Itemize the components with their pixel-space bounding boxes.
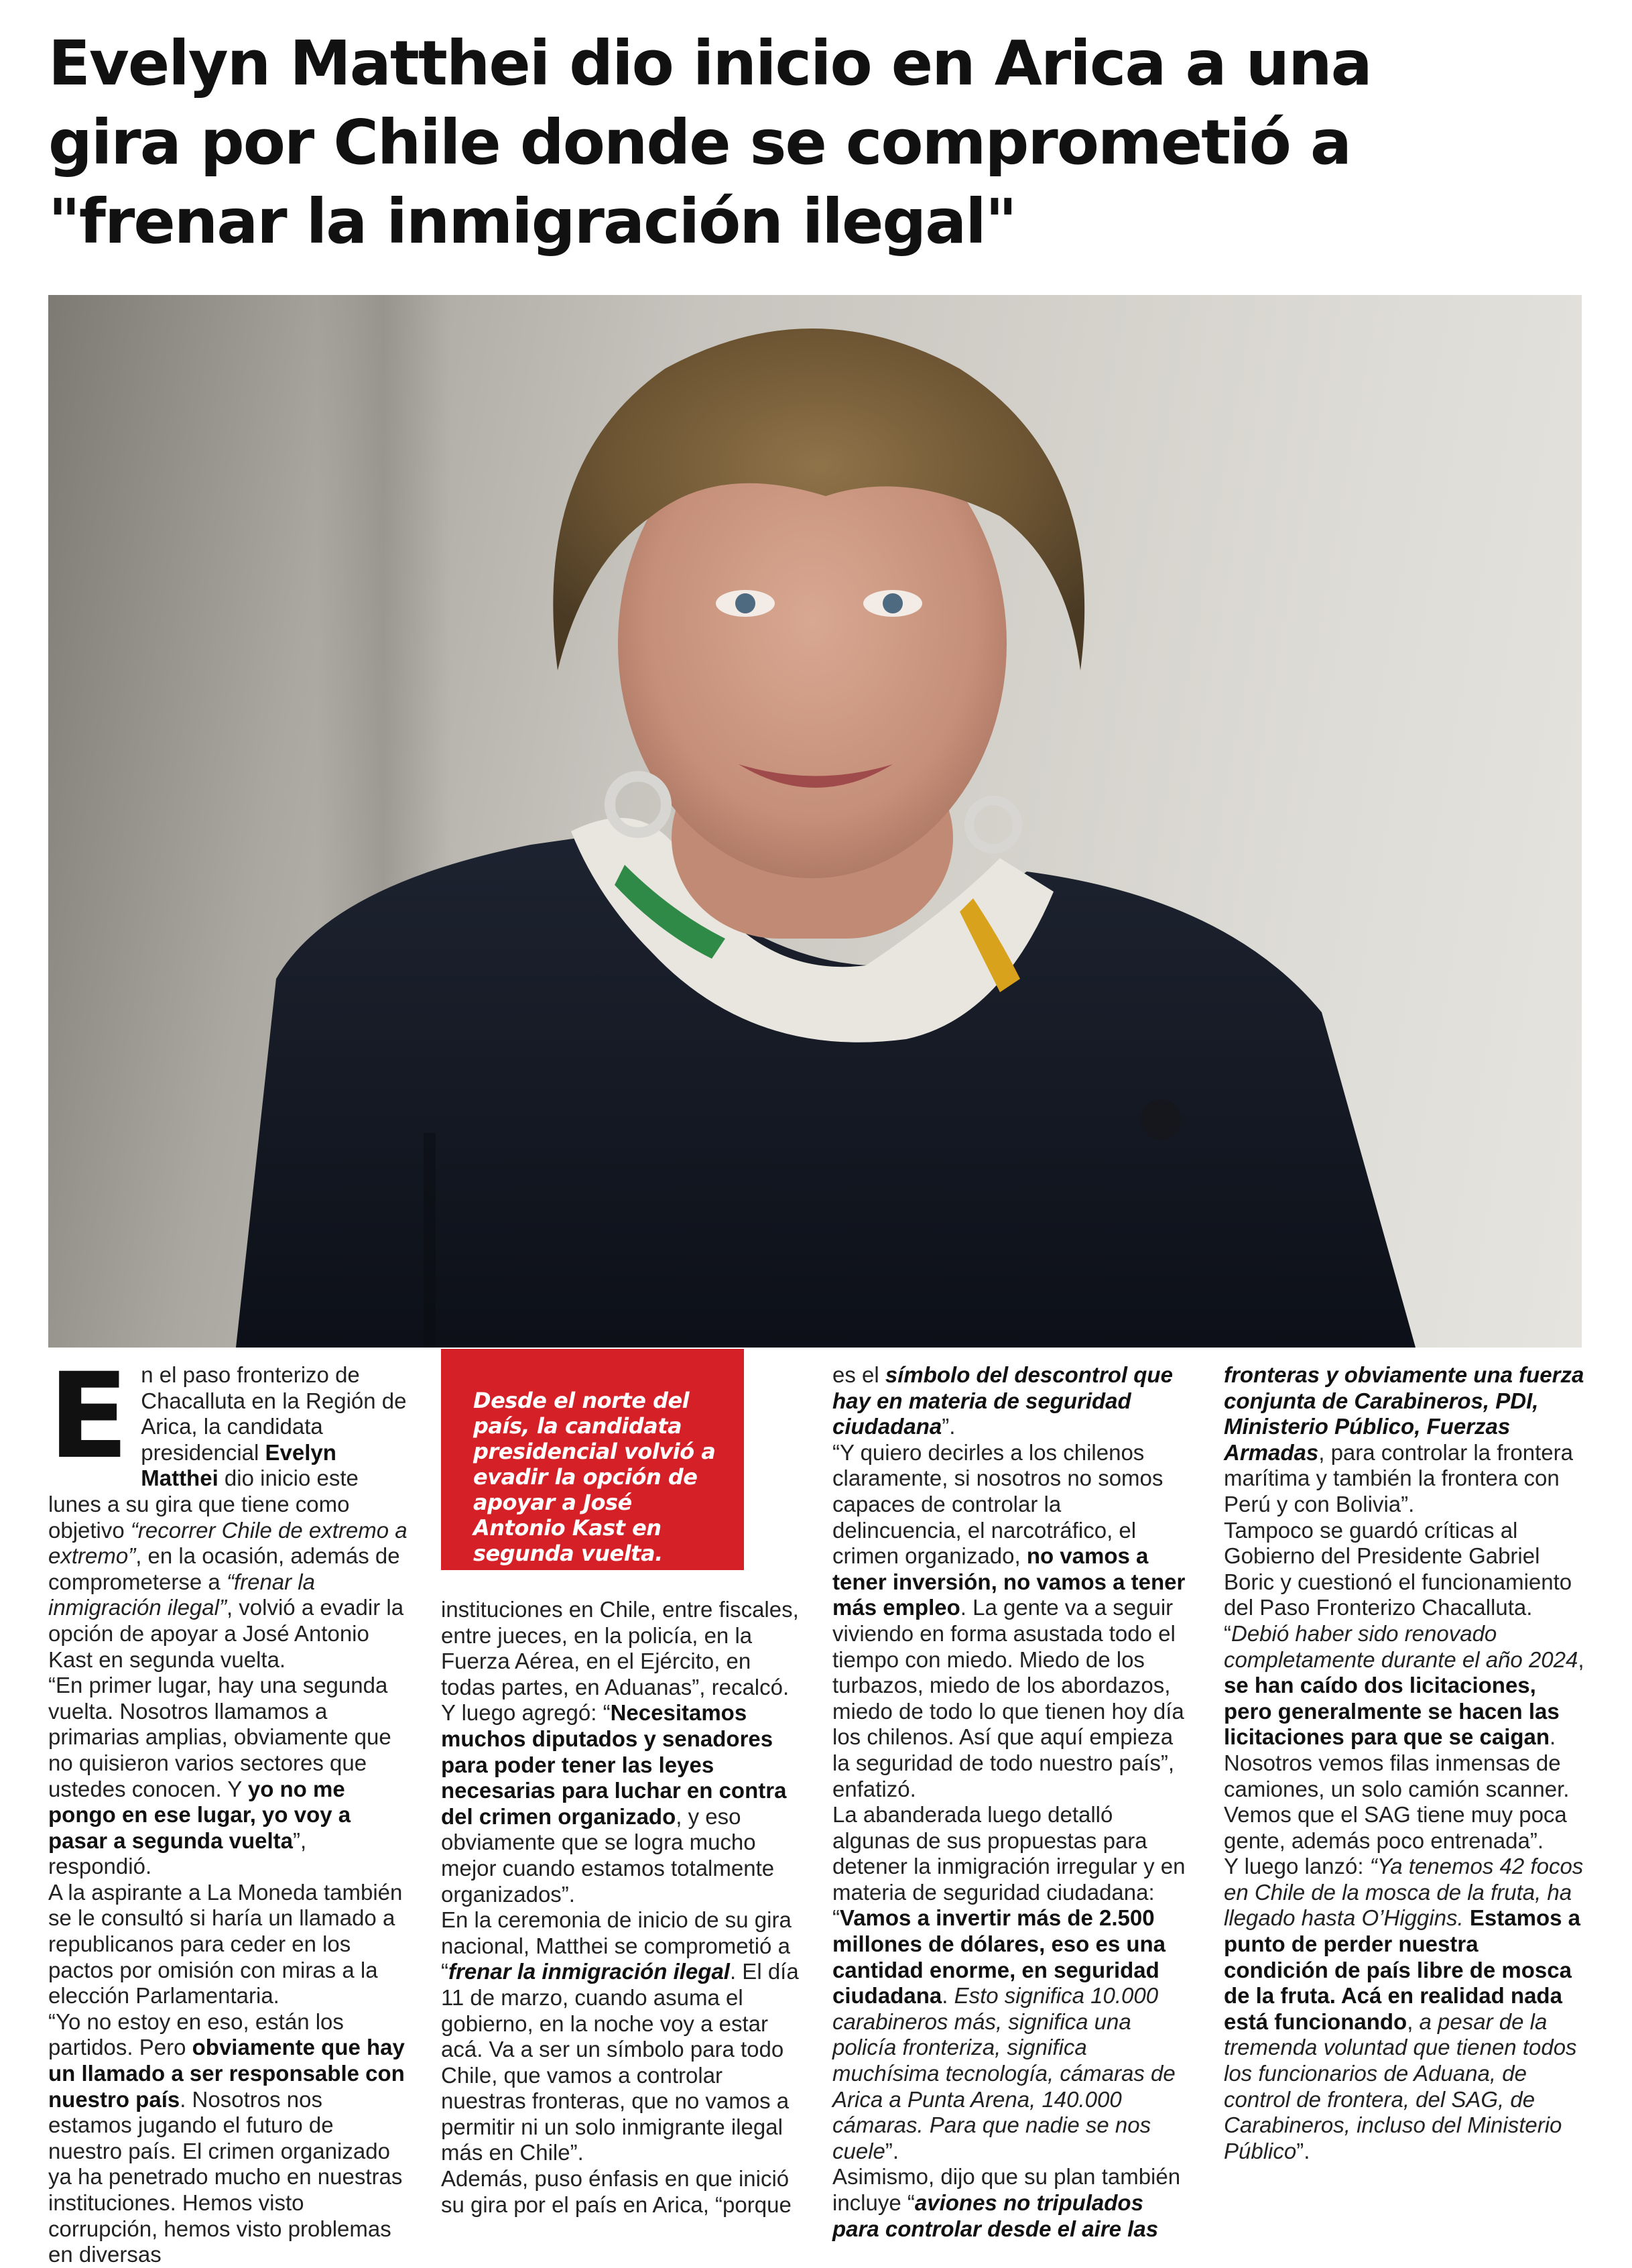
column-3-text: es el símbolo del descontrol que hay en materia de seguridad ciudadana”. “Y quiero decirles a los chilenos claramente, si nosotros no somos capaces de controlar la delincuencia, el narcotráfico, el crimen organizado, no vamos a tener inversión, no vamos a tener más empleo. La gente va a seguir viviendo en forma asustada todo el tiempo con miedo. Miedo de los turbazos, miedo de los abordazos, miedo de todo lo que tienen hoy día los chilenos. Así que aquí empieza la seguridad de todo nuestro país”, enfatizó. La abanderada luego detalló algunas de sus propuestas para detener la inmigración irregular y en materia de seguridad ciudadana: “Vamos a invertir más de 2.500 millones de dólares, eso es una cantidad enorme, en seguridad ciudadana. Esto significa 10.000 carabineros más, significa una policía fronteriza, significa muchísima tecnología, cámaras de Arica a Punta Arena, 140.000 cámaras. Para que nadie se nos cuele”. Asimismo, dijo que su plan también incluye “aviones no tripulados para controlar desde el aire las	[832, 1362, 1186, 2241]
column-1-text: En el paso fronterizo de Chacalluta en la Región de Arica, la candidata presidencial Evelyn Matthei dio inicio este lunes a su gira que tiene como objetivo “recorrer Chile de extremo a extremo”, en la ocasión, además de comprometerse a “frenar la inmigración ilegal”, volvió a evadir la opción de apoyar a José Antonio Kast en segunda vuelta. “En primer lugar, hay una segunda vuelta. Nosotros llamamos a primarias amplias, obviamente que no quisieron varios sectores que ustedes conocen. Y yo no me pongo en ese lugar, yo voy a pasar a segunda vuelta”, respondió. A la aspirante a La Moneda también se le consultó si haría un llamado a republicanos para ceder en los pactos por omisión con miras a la elección Parlamentaria. “Yo no estoy en eso, están los partidos. Pero obviamente que hay un llamado a ser responsable con nuestro país. Nosotros nos estamos jugando el futuro de nuestro país. El crimen organizado ya ha penetrado mucho en nuestras instituciones. Hemos visto corrupción, hemos visto problemas en diversas	[48, 1348, 407, 2267]
article-column-3	[832, 1362, 1193, 2242]
pullquote-text: Desde el norte del país, la candidata presidencial volvió a evadir la opción de apoyar a José Antonio Kast en segunda vuelta.	[473, 1388, 716, 1566]
headline	[48, 24, 1583, 261]
headline-line-1: Evelyn Matthei dio inicio en Arica a una	[48, 27, 1371, 99]
coat-button	[1141, 1099, 1181, 1140]
right-earring	[969, 800, 1017, 849]
headline-line-2: gira por Chile donde se comprometió a	[48, 107, 1351, 178]
headline-line-3: "frenar la inmigración ilegal"	[48, 186, 1016, 257]
article-column-4	[1224, 1362, 1584, 2164]
article-column-2	[441, 1597, 802, 2218]
pullquote-box	[441, 1349, 744, 1570]
article-photo	[48, 295, 1582, 1348]
article-column-1	[48, 1348, 409, 2268]
portrait-illustration	[48, 295, 1582, 1348]
column-2-text: instituciones en Chile, entre fiscales, entre jueces, en la policía, en la Fuerza Aérea, en el Ejército, en todas partes, en Aduanas”, recalcó. Y luego agregó: “Necesitamos muchos diputados y senadores para poder tener las leyes necesarias para luchar en contra del crimen organizado, y eso obviamente que se logra mucho mejor cuando estamos totalmente organizados”. En la ceremonia de inicio de su gira nacional, Matthei se comprometió a “frenar la inmigración ilegal. El día 11 de marzo, cuando asuma el gobierno, en la noche voy a estar acá. Va a ser un símbolo para todo Chile, que vamos a controlar nuestras fronteras, que no vamos a permitir ni un solo inmigrante ilegal más en Chile”. Además, puso énfasis en que inició su gira por el país en Arica, “porque	[441, 1597, 799, 2217]
column-4-text: fronteras y obviamente una fuerza conjunta de Carabineros, PDI, Ministerio Público, Fuerzas Armadas, para controlar la frontera marítima y también la frontera con Perú y con Bolivia”. Tampoco se guardó críticas al Gobierno del Presidente Gabriel Boric y cuestionó el funcionamiento del Paso Fronterizo Chacalluta. “Debió haber sido renovado completamente durante el año 2024, se han caído dos licitaciones, pero generalmente se hacen las licitaciones para que se caigan. Nosotros vemos filas inmensas de camiones, un solo camión scanner. Vemos que el SAG tiene muy poca gente, además poco entrenada”. Y luego lanzó: “Ya tenemos 42 focos en Chile de la mosca de la fruta, ha llegado hasta O’Higgins. Estamos a punto de perder nuestra condición de país libre de mosca de la fruta. Acá en realidad nada está funcionando, a pesar de la tremenda voluntad que tienen todos los funcionarios de Aduana, de control de frontera, del SAG, de Carabineros, incluso del Ministerio Público”.	[1224, 1362, 1584, 2163]
